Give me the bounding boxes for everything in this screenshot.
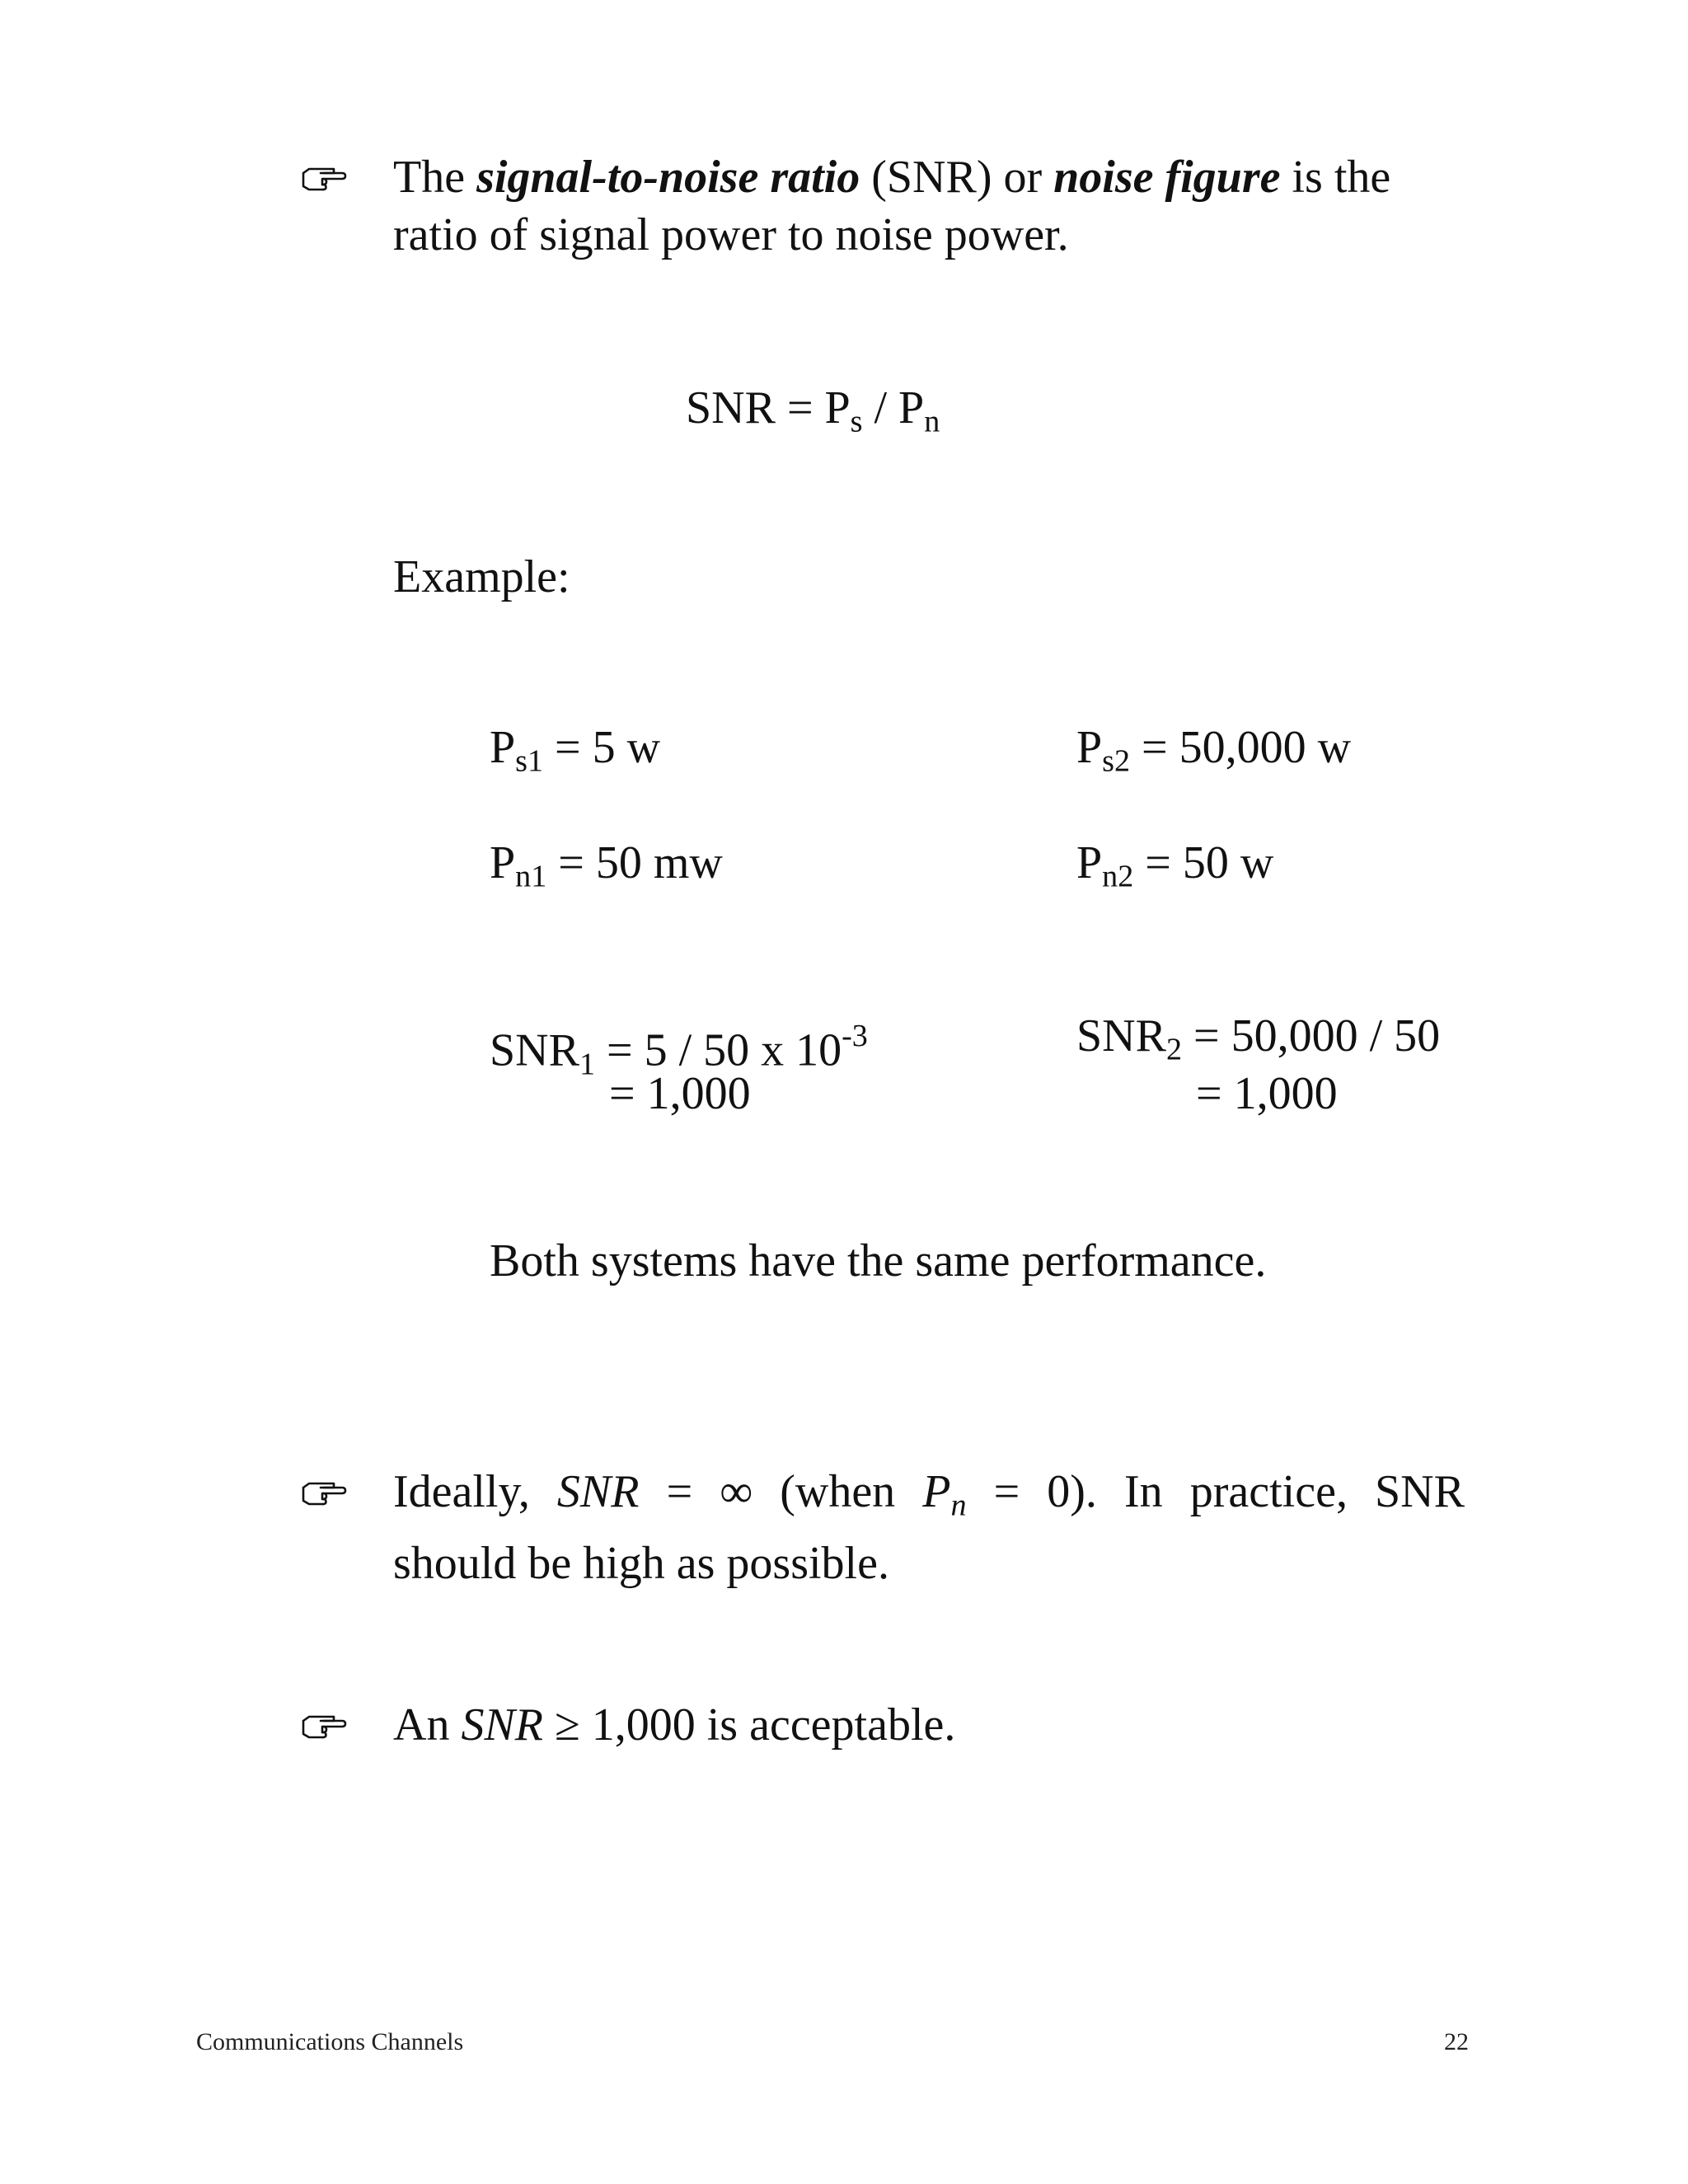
snr1-equation: $SNR_1 = 5 / 50$ x $10^{-3}$: [490, 1019, 868, 1082]
example-label: Example:: [393, 551, 570, 602]
bullet-paragraph-snr-definition: [393, 148, 1465, 264]
page-number: 22: [1444, 2028, 1469, 2055]
pointing-hand-icon: [301, 1711, 347, 1739]
formula-sub-s: s: [850, 404, 863, 439]
text-is-the: is the: [1280, 152, 1391, 203]
text-snr-or: (SNR) or: [860, 152, 1054, 203]
bullet-line-2: ratio of signal power to noise power.: [393, 209, 1069, 260]
snr-formula: [686, 379, 940, 451]
snr2-result: = 1,000: [1196, 1068, 1338, 1119]
pointing-hand-icon: [301, 163, 347, 191]
snr2-equation: $SNR_2 = 50,000 / 50$: [1076, 1010, 1441, 1067]
formula-lhs: SNR = P: [686, 382, 851, 434]
ps1-equation: $P_{s1} = 5$ w: [490, 722, 661, 779]
text-the: The: [393, 152, 477, 203]
pn1-equation: $P_{n1} = 50$ mw: [490, 837, 723, 894]
pointing-hand-icon: [301, 1478, 347, 1506]
formula-op: / P: [862, 382, 925, 434]
bullet-paragraph-acceptable-snr: An SNR ≥ 1,000 is acceptable.: [393, 1699, 956, 1750]
snr1-result: = 1,000: [609, 1068, 751, 1119]
term-signal-to-noise-ratio: signal-to-noise ratio: [476, 152, 860, 203]
pn2-equation: $P_{n2} = 50$ w: [1076, 837, 1274, 894]
conclusion-text: Both systems have the same performance.: [490, 1235, 1267, 1286]
bullet-line-1: Ideally, SNR = ∞ (when $P_n$ = 0). In practice, SNR: [393, 1466, 1465, 1523]
bullet-line-1: [393, 148, 1465, 206]
bullet-line-2: should be high as possible.: [393, 1537, 889, 1589]
formula-sub-n: n: [924, 404, 940, 439]
bullet-paragraph-ideal-snr: [393, 1463, 1465, 1592]
term-noise-figure: noise figure: [1053, 152, 1281, 203]
footer-title: Communications Channels: [196, 2028, 464, 2055]
ps2-equation: $P_{s2} = 50,000$ w: [1076, 722, 1352, 779]
